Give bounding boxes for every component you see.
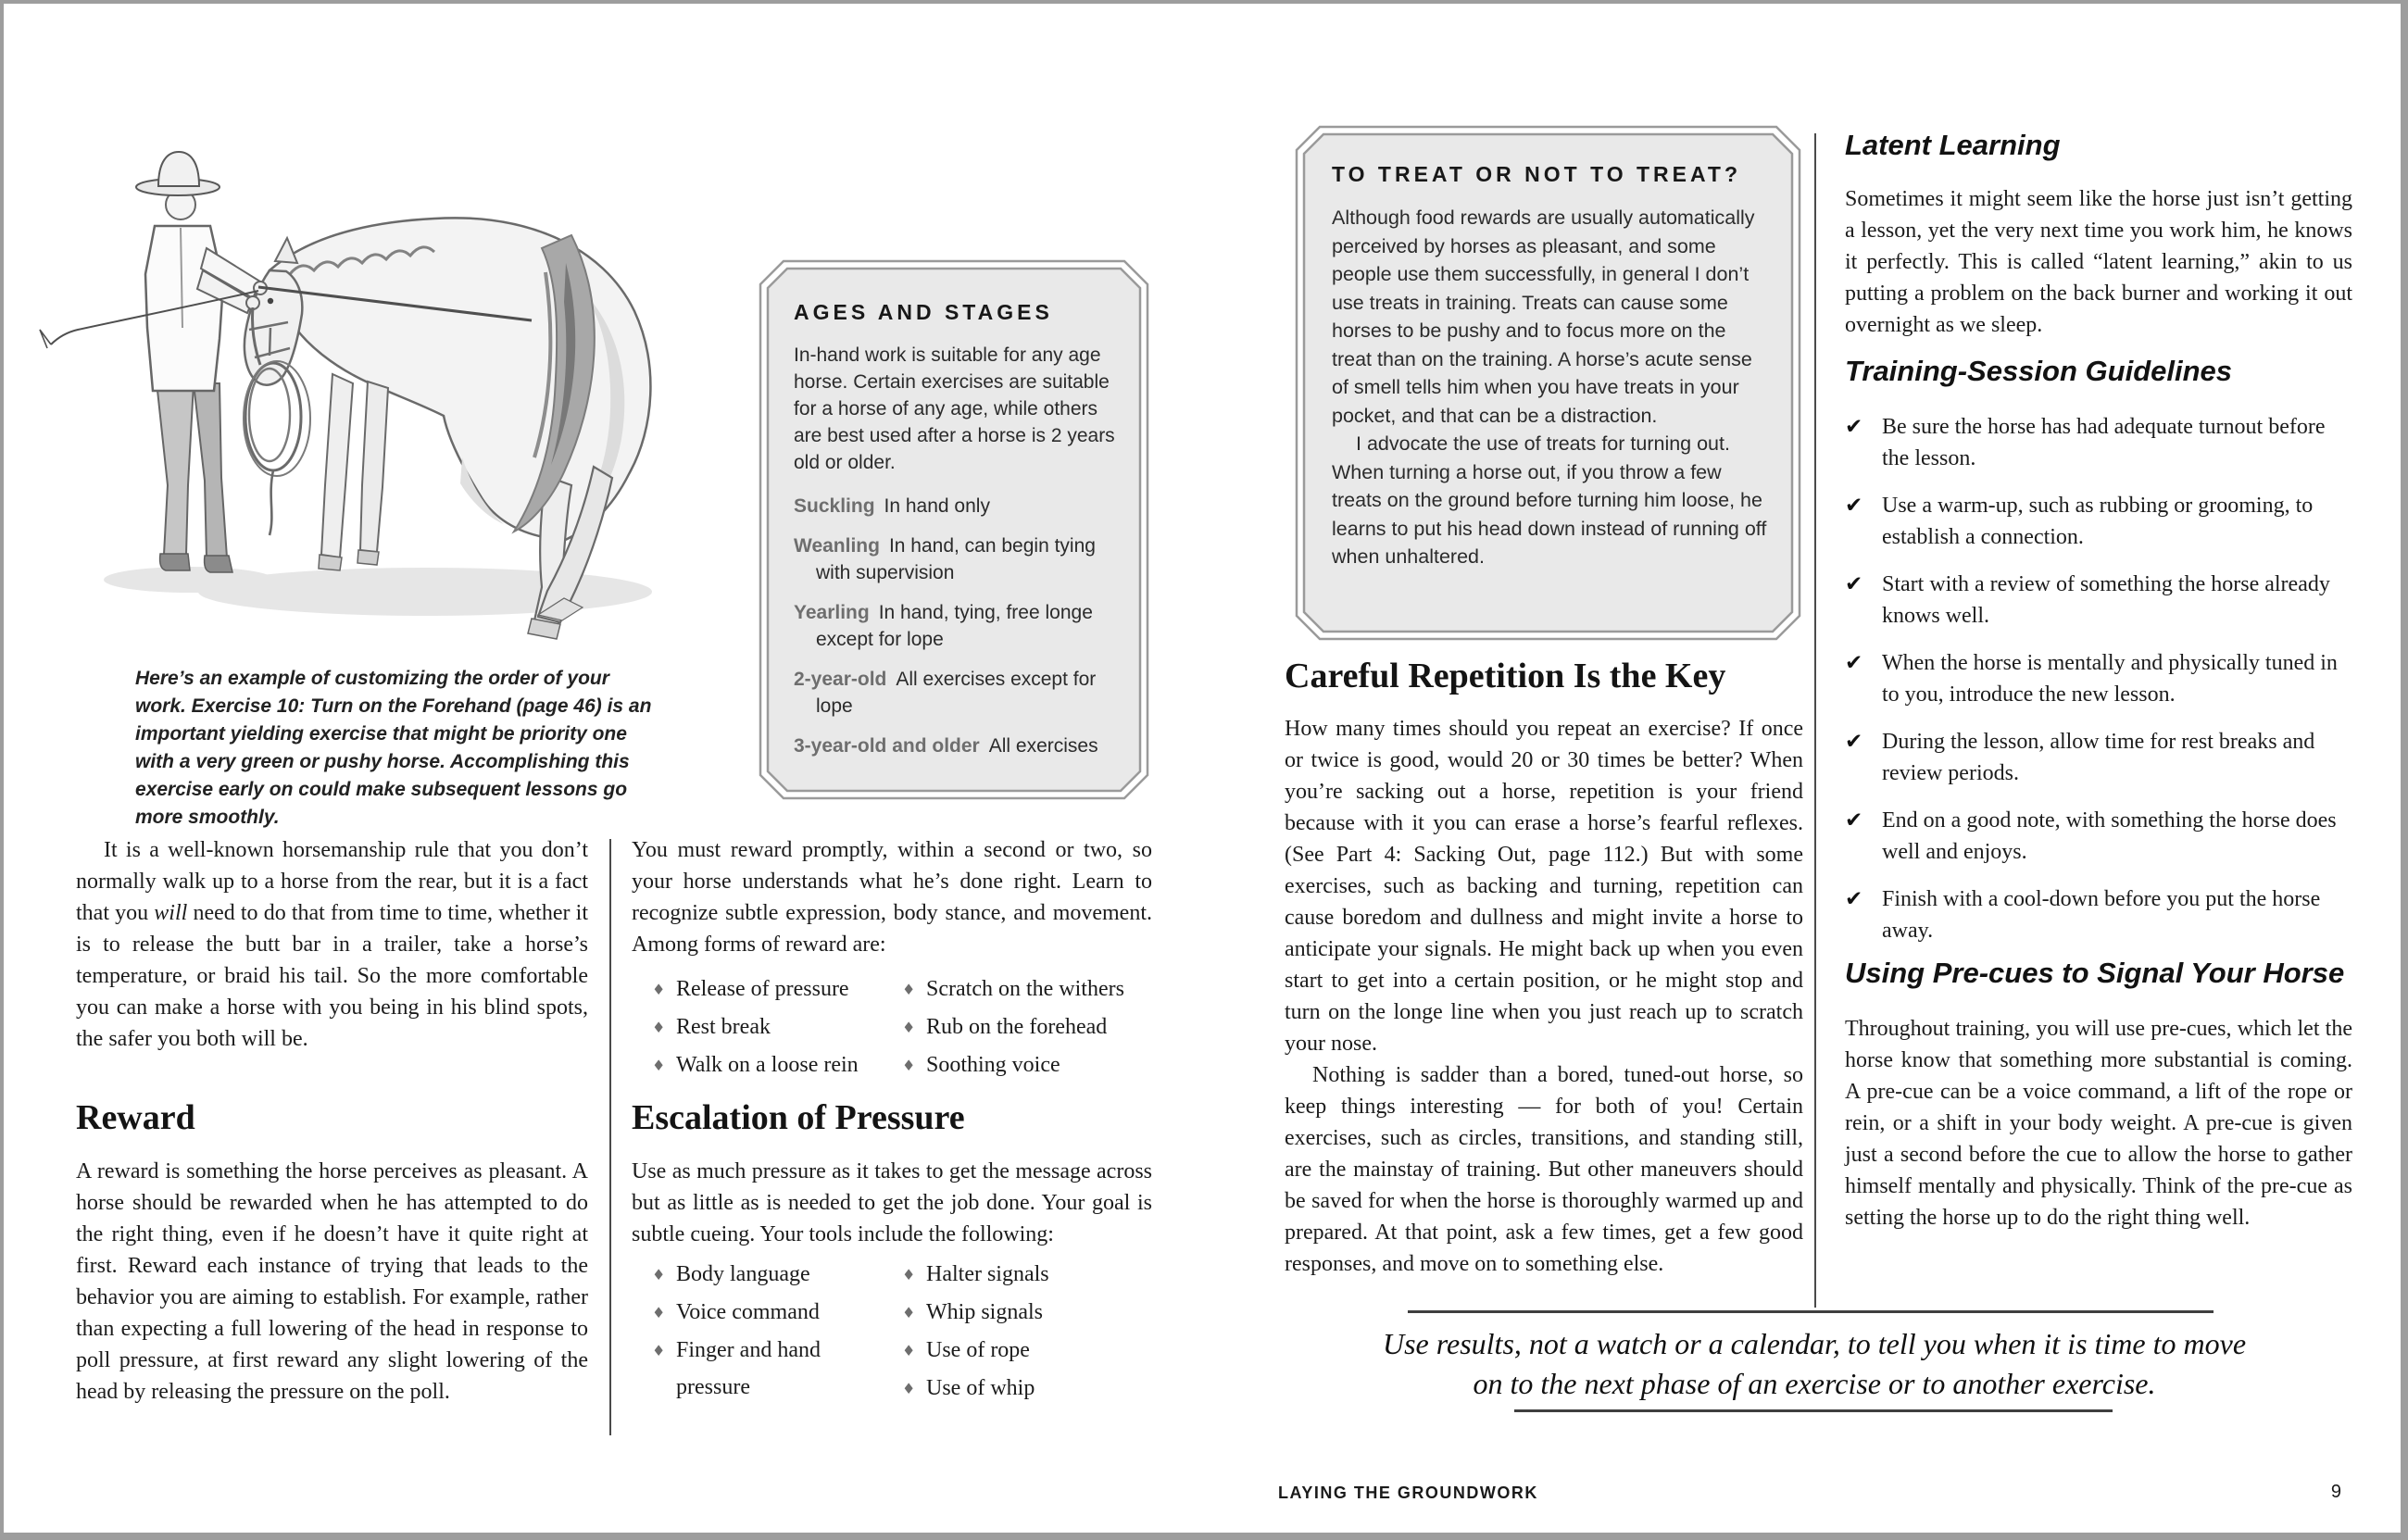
bullet-item: ♦ Walk on a loose rein xyxy=(652,1046,902,1084)
repetition-section xyxy=(1285,713,1803,1280)
age-entry xyxy=(794,532,1118,586)
diamond-bullet-icon: ♦ xyxy=(902,1342,916,1359)
column-divider-left xyxy=(609,839,611,1435)
ages-box-intro: In-hand work is suitable for any age horse. Certain exercises are suitable for a horse of any age, while others are best used after a horse is 2 years old or older. xyxy=(794,344,1115,473)
checklist-item: ✔ Be sure the horse has had adequate turnout before the lesson. xyxy=(1845,411,2352,474)
checkmark-icon: ✔ xyxy=(1845,808,1863,833)
reward-bullets-col2 xyxy=(902,970,1158,1084)
reward-bullet-list xyxy=(652,970,1158,1084)
diamond-bullet-icon: ♦ xyxy=(652,981,666,998)
repetition-para1: How many times should you repeat an exercise? If once or twice is good, would 20 or 30 times be better? When you’re sacking out a horse, repetition is your friend because with it you can erase a horse’s fearful reflexes. (See Part 4: Sacking Out, page 112.) But with some exercises, such as backing and turning, repetition can cause boredom and dullness and might invite a horse to anticipate your signals. He might back up when you even start to get into a certain position, or he might stop and turn on the longe line when you just reach up to scratch your nose. xyxy=(1285,717,1803,1056)
age-entry-text: In hand, can begin tying with supervision xyxy=(816,535,1096,583)
treat-box-title: TO TREAT OR NOT TO TREAT? xyxy=(1332,162,1742,186)
latent-learning-body: Sometimes it might seem like the horse just isn’t getting a lesson, yet the very next time you work him, he knows it perfectly. This is called “latent learning,” akin to us putting a problem on the back burner and working it out overnight as we sleep. xyxy=(1845,187,2352,337)
precues-body: Throughout training, you will use pre-cues, which let the horse know that something more substantial is coming. A pre-cue can be a voice command, a lift of the rope or rein, or a shift in your body weight. A pre-cue is given just a second before the cue to allow the horse to gather himself mentally and physically. Think of the pre-cue as setting the horse up to do the right thing well. xyxy=(1845,1017,2352,1230)
age-entry-label: Yearling xyxy=(794,602,870,623)
ages-box-title: AGES AND STAGES xyxy=(794,300,1053,324)
diamond-bullet-icon: ♦ xyxy=(902,1057,916,1074)
bullet-item: ♦ Halter signals xyxy=(902,1256,1158,1294)
age-entry-label: 2-year-old xyxy=(794,669,887,690)
bullet-item: ♦ Soothing voice xyxy=(902,1046,1158,1084)
escalation-heading: Escalation of Pressure xyxy=(632,1098,965,1137)
checklist-item: ✔ Use a warm-up, such as rubbing or grooming, to establish a connection. xyxy=(1845,490,2352,553)
escalation-paragraph: Use as much pressure as it takes to get the message across but as little as is needed to get the job done. Your goal is subtle cueing. Your tools include the following: xyxy=(632,1159,1152,1246)
pullquote-top-rule xyxy=(1408,1310,2214,1313)
tools-bullet-list xyxy=(652,1256,1158,1408)
diamond-bullet-icon: ♦ xyxy=(902,1304,916,1321)
intro-paragraph xyxy=(76,834,588,1055)
bullet-item: ♦ Scratch on the withers xyxy=(902,970,1158,1008)
repetition-para2: Nothing is sadder than a bored, tuned-out horse, so keep things interesting — for both of you! Certain exercises, such as circles, transitions, and standing still, are the mainstay of training. But other maneuvers should be saved for when the horse is thoroughly warmed up and prepared. At that point, ask a few times, get a few good responses, and move on to something else. xyxy=(1285,1063,1803,1276)
tools-bullets-col1 xyxy=(652,1256,902,1408)
bullet-item: ♦ Voice command xyxy=(652,1294,902,1332)
checkmark-icon: ✔ xyxy=(1845,887,1863,911)
reward-heading: Reward xyxy=(76,1098,195,1137)
diamond-bullet-icon: ♦ xyxy=(902,981,916,998)
pullquote xyxy=(1319,1324,2310,1404)
checkmark-icon: ✔ xyxy=(1845,572,1863,596)
illustration-caption: Here’s an example of customizing the order of your work. Exercise 10: Turn on the Forehand (page 46) is an important yielding exercise that might be priority one with a very green or pushy horse. Accomplishing this exercise early on could make subsequent lessons go more smoothly. xyxy=(135,668,652,828)
age-entry-text: All exercises xyxy=(988,735,1098,757)
age-entry-label: Suckling xyxy=(794,495,875,517)
age-entry xyxy=(794,493,1118,520)
pullquote-line2: on to the next phase of an exercise or to another exercise. xyxy=(1473,1367,2156,1400)
diamond-bullet-icon: ♦ xyxy=(902,1266,916,1283)
horse-and-handler-illustration xyxy=(27,50,708,666)
guidelines-checklist xyxy=(1845,411,2352,962)
checkmark-icon: ✔ xyxy=(1845,494,1863,518)
running-footer-title: LAYING THE GROUNDWORK xyxy=(1278,1484,1538,1502)
column-divider-right xyxy=(1814,133,1816,1308)
repetition-heading: Careful Repetition Is the Key xyxy=(1285,657,1726,695)
age-entry-label: Weanling xyxy=(794,535,880,557)
bullet-item: ♦ Use of rope xyxy=(902,1332,1158,1370)
pullquote-line1: Use results, not a watch or a calendar, to tell you when it is time to move xyxy=(1382,1327,2247,1360)
treat-box-para1: Although food rewards are usually automatically perceived by horses as pleasant, and some people use them successfully, in general I don’t use treats in training. Treats can cause some horses to be pushy and to focus more on the treat than on the training. A horse’s acute sense of smell tells him when you have treats in your pocket, and that can be a distraction. xyxy=(1332,207,1755,427)
bullet-item: ♦ Release of pressure xyxy=(652,970,902,1008)
guidelines-heading: Training-Session Guidelines xyxy=(1845,355,2233,387)
age-entry xyxy=(794,732,1118,759)
age-entry xyxy=(794,599,1118,653)
diamond-bullet-icon: ♦ xyxy=(652,1342,666,1359)
checklist-item: ✔ When the horse is mentally and physically tuned in to you, introduce the new lesson. xyxy=(1845,647,2352,710)
page-number: 9 xyxy=(2330,1482,2341,1502)
diamond-bullet-icon: ♦ xyxy=(652,1057,666,1074)
treat-box-para2: I advocate the use of treats for turning out. When turning a horse out, if you throw a few treats on the ground before turning him loose, he learns to put his head down instead of running off when unhaltered. xyxy=(1332,432,1767,568)
intro-text-after: need to do that from time to time, whether it is to release the butt bar in a trailer, take a horse’s temperature, or braid his tail. So the more comfortable you can make a horse with you being in his blind spots, the safer you both will be. xyxy=(76,901,588,1051)
diamond-bullet-icon: ♦ xyxy=(652,1019,666,1036)
checklist-item: ✔ Finish with a cool-down before you put the horse away. xyxy=(1845,883,2352,946)
diamond-bullet-icon: ♦ xyxy=(652,1304,666,1321)
bullet-item: ♦ Body language xyxy=(652,1256,902,1294)
diamond-bullet-icon: ♦ xyxy=(652,1266,666,1283)
tools-bullets-col2 xyxy=(902,1256,1158,1408)
age-entry-label: 3-year-old and older xyxy=(794,735,980,757)
checkmark-icon: ✔ xyxy=(1845,415,1863,439)
checklist-item: ✔ End on a good note, with something the horse does well and enjoys. xyxy=(1845,805,2352,868)
reward-paragraph: A reward is something the horse perceives as pleasant. A horse should be rewarded when he has attempted to do the right thing, even if he doesn’t have it quite right at first. Reward each instance of trying that leads to the behavior you are aiming to establish. For example, rather than expecting a full lowering of the head in response to poll pressure, at first reward any slight lowering of the head by releasing the pressure on the poll. xyxy=(76,1159,588,1404)
bullet-item: ♦ Finger and hand pressure xyxy=(652,1332,874,1406)
bullet-item: ♦ Whip signals xyxy=(902,1294,1158,1332)
intro-italic-word: will xyxy=(154,901,188,925)
age-entry xyxy=(794,666,1118,720)
precues-heading: Using Pre-cues to Signal Your Horse xyxy=(1845,957,2345,989)
latent-learning-heading: Latent Learning xyxy=(1845,129,2061,161)
checklist-item: ✔ During the lesson, allow time for rest breaks and review periods. xyxy=(1845,726,2352,789)
bullet-item: ♦ Rub on the forehead xyxy=(902,1008,1158,1046)
pullquote-bottom-rule xyxy=(1514,1409,2113,1412)
diamond-bullet-icon: ♦ xyxy=(902,1380,916,1397)
promptly-paragraph: You must reward promptly, within a second or two, so your horse understands what he’s done right. Learn to recognize subtle expression, body stance, and movement. Among forms of reward are: xyxy=(632,838,1152,957)
checklist-item: ✔ Start with a review of something the horse already knows well. xyxy=(1845,569,2352,632)
diamond-bullet-icon: ♦ xyxy=(902,1019,916,1036)
ages-and-stages-box xyxy=(759,259,1149,800)
bullet-item: ♦ Use of whip xyxy=(902,1370,1158,1408)
age-entry-text: In hand only xyxy=(884,495,990,517)
age-entry-text: In hand, tying, free longe except for lope xyxy=(816,602,1093,650)
checkmark-icon: ✔ xyxy=(1845,730,1863,754)
intro-text-before: It is a well-known horsemanship rule that you don’t normally walk up to a horse from the rear, but it is a fact that you xyxy=(76,838,588,925)
bullet-item: ♦ Rest break xyxy=(652,1008,902,1046)
to-treat-box xyxy=(1295,125,1801,641)
checkmark-icon: ✔ xyxy=(1845,651,1863,675)
age-entry-text: All exercises except for lope xyxy=(816,669,1097,717)
reward-bullets-col1 xyxy=(652,970,902,1084)
